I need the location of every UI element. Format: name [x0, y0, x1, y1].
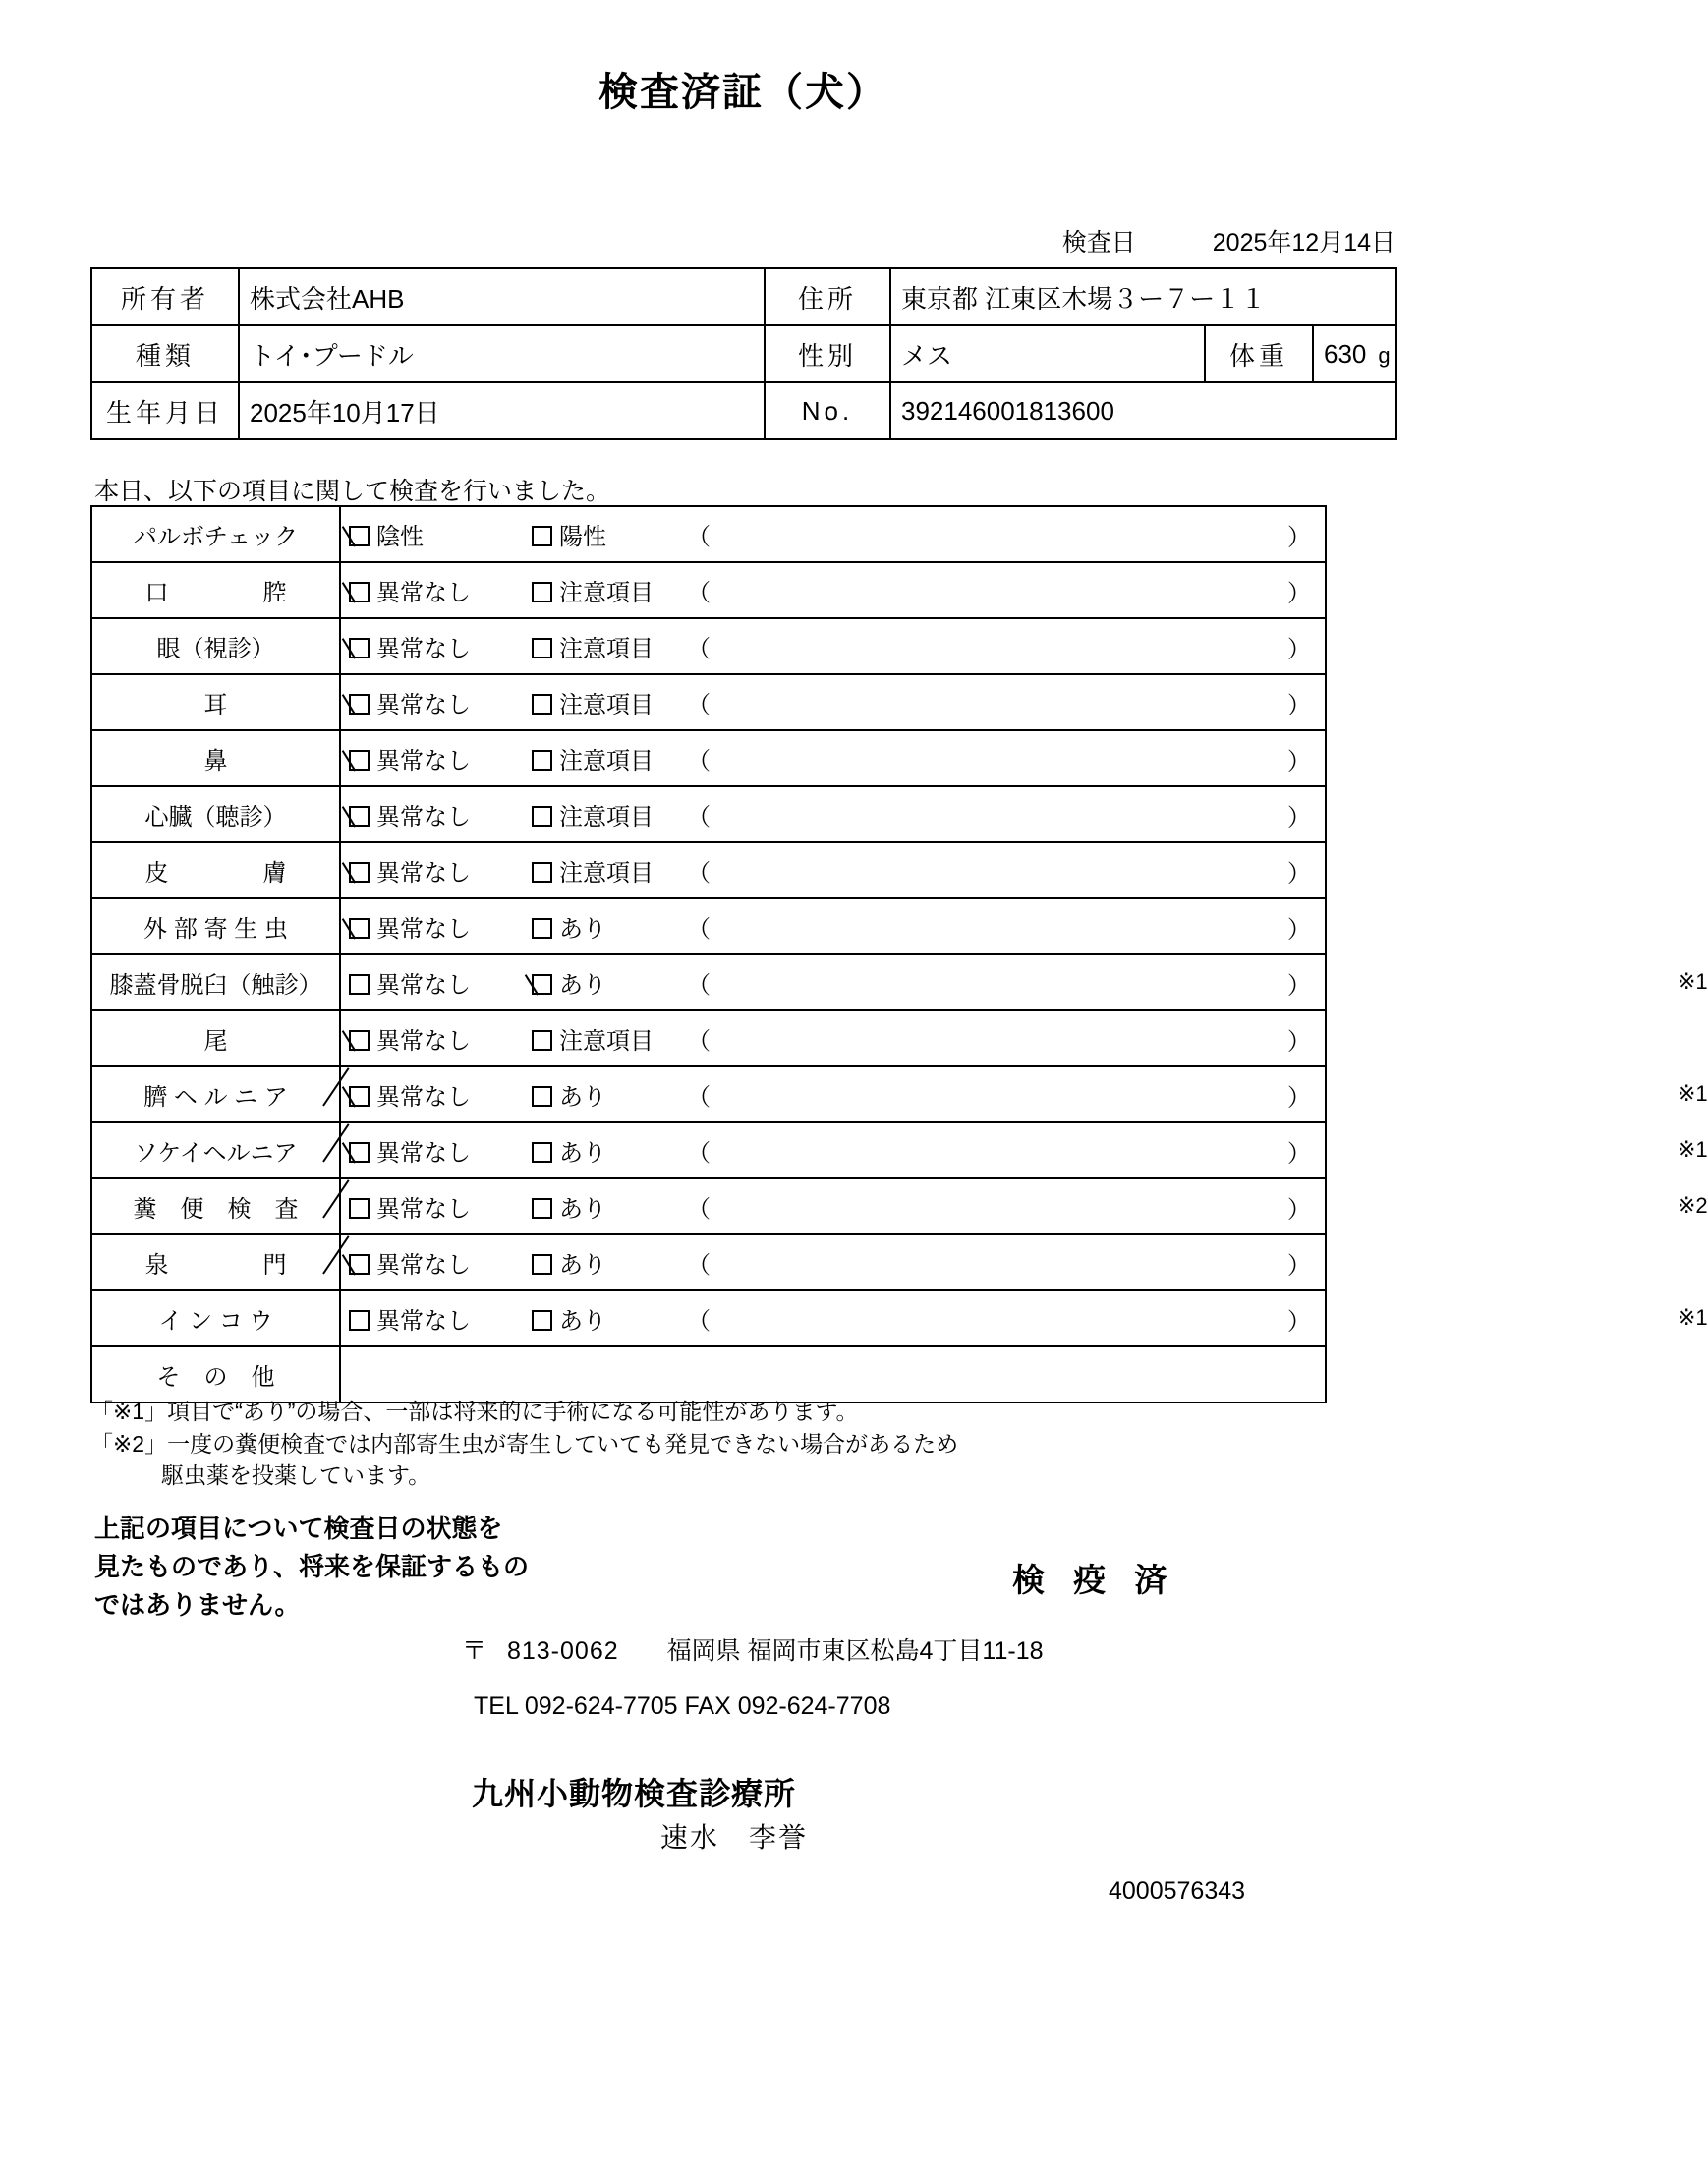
certificate-page — [0, 61, 1708, 2174]
option-positive[interactable]: あり — [532, 1133, 677, 1168]
checkbox-icon[interactable] — [532, 862, 552, 883]
remark-paren-close: ） — [1287, 804, 1311, 830]
item-options — [340, 674, 1326, 730]
table-row — [91, 1122, 1326, 1178]
option-negative[interactable]: 異常なし — [349, 965, 532, 1000]
clinic-name: 九州小動物検査診療所 — [472, 1776, 797, 1811]
item-label: イ ン コ ウ — [91, 1290, 340, 1346]
checkbox-icon[interactable] — [532, 750, 552, 771]
remark-paren-close: ） — [1287, 916, 1311, 943]
option-positive[interactable]: 注意項目 — [532, 573, 677, 607]
remark-paren-close: ） — [1287, 524, 1311, 550]
checkbox-icon[interactable] — [532, 1030, 552, 1051]
weight-unit: g — [1378, 342, 1391, 368]
exam-date-line — [1062, 223, 1395, 258]
address-value: 東京都 江東区木場３ー７ー１１ — [890, 268, 1396, 325]
item-options — [340, 730, 1326, 786]
footnote-2: 「※2」一度の糞便検査では内部寄生虫が寄生していても発見できない場合があるため — [90, 1430, 959, 1457]
item-options — [340, 1066, 1708, 1122]
checkbox-icon[interactable] — [532, 638, 552, 658]
checkbox-icon[interactable] — [532, 918, 552, 939]
table-row — [91, 618, 1326, 674]
option-positive[interactable]: あり — [532, 909, 677, 944]
table-row — [91, 506, 1326, 562]
checkbox-icon[interactable] — [532, 1198, 552, 1219]
inspection-items-table — [90, 505, 1708, 1403]
table-row — [91, 1066, 1326, 1122]
option-positive[interactable]: 注意項目 — [532, 853, 677, 887]
remark-paren-open: （ — [687, 580, 711, 606]
remark-paren-close: ） — [1287, 1308, 1311, 1335]
item-footnote-marker: ※1 — [1678, 1305, 1708, 1330]
checkbox-icon[interactable] — [349, 750, 370, 771]
table-row — [91, 1234, 1326, 1290]
footnotes — [90, 1396, 958, 1492]
option-negative[interactable]: 異常なし — [349, 1021, 532, 1056]
item-label: そ の 他 — [91, 1346, 340, 1402]
checkbox-icon[interactable] — [349, 526, 370, 546]
checkbox-icon[interactable] — [532, 1254, 552, 1275]
checkbox-icon[interactable] — [349, 1030, 370, 1051]
table-row — [91, 954, 1326, 1010]
remark-paren-close: ） — [1287, 692, 1311, 718]
option-negative[interactable]: 異常なし — [349, 909, 532, 944]
item-options — [340, 618, 1326, 674]
checkbox-icon[interactable] — [532, 582, 552, 602]
weight-value-cell — [1313, 325, 1396, 382]
option-negative[interactable]: 異常なし — [349, 1189, 532, 1224]
table-row — [91, 1290, 1326, 1346]
checkbox-icon[interactable] — [532, 694, 552, 715]
option-negative[interactable]: 異常なし — [349, 797, 532, 831]
option-negative[interactable]: 異常なし — [349, 1077, 532, 1112]
remark-paren-close: ） — [1287, 1252, 1311, 1279]
remark-paren-open: （ — [687, 524, 711, 550]
birth-label: 生年月日 — [91, 382, 239, 439]
remark-paren-close: ） — [1287, 860, 1311, 887]
table-row — [91, 786, 1326, 842]
sex-value: メス — [890, 325, 1205, 382]
option-negative[interactable]: 異常なし — [349, 573, 532, 607]
item-options — [340, 786, 1326, 842]
weight-label: 体重 — [1205, 325, 1313, 382]
checkbox-icon[interactable] — [532, 1310, 552, 1331]
remark-paren-open: （ — [687, 860, 711, 887]
exam-date-label: 検査日 — [1061, 229, 1136, 257]
checkbox-icon[interactable] — [349, 918, 370, 939]
item-options — [340, 1234, 1326, 1290]
remark-paren-close: ） — [1287, 1196, 1311, 1223]
table-row — [91, 898, 1326, 954]
item-footnote-marker: ※1 — [1678, 969, 1708, 994]
item-options — [340, 1346, 1326, 1402]
weight-value: 630 — [1324, 338, 1367, 369]
checkbox-icon[interactable] — [349, 974, 370, 995]
table-row — [91, 842, 1326, 898]
remark-paren-open: （ — [687, 1252, 711, 1279]
table-row — [91, 562, 1326, 618]
checkbox-icon[interactable] — [532, 1086, 552, 1107]
breed-label: 種類 — [91, 325, 239, 382]
item-label: 臍 ヘ ル ニ ア — [91, 1066, 340, 1122]
remark-paren-close: ） — [1287, 580, 1311, 606]
remark-paren-open: （ — [687, 1308, 711, 1335]
remark-paren-open: （ — [687, 1028, 711, 1055]
disclaimer — [94, 1510, 529, 1625]
footnote-3: 駆虫薬を投薬しています。 — [161, 1462, 431, 1489]
exam-date-value: 2025年12月14日 — [1212, 229, 1395, 257]
item-footnote-marker: ※1 — [1678, 1137, 1708, 1162]
option-positive[interactable]: 注意項目 — [532, 685, 677, 719]
checkbox-icon[interactable] — [349, 1086, 370, 1107]
remark-paren-open: （ — [687, 1084, 711, 1111]
option-positive[interactable]: 注意項目 — [532, 629, 677, 663]
clinic-address — [462, 1631, 1044, 1667]
item-options — [340, 898, 1326, 954]
table-row — [91, 1346, 1326, 1402]
quarantine-stamp: 検 疫 済 — [1012, 1562, 1177, 1598]
checkbox-icon[interactable] — [532, 974, 552, 995]
remark-paren-close: ） — [1287, 1028, 1311, 1055]
owner-info-table — [90, 267, 1397, 440]
doctor-name: 速水 李誉 — [660, 1822, 809, 1853]
remark-paren-open: （ — [687, 692, 711, 718]
checkbox-icon[interactable] — [349, 582, 370, 602]
remark-paren-close: ） — [1287, 1140, 1311, 1167]
table-row — [91, 382, 1396, 439]
item-label: 心臓（聴診） — [91, 786, 340, 842]
no-value: 392146001813600 — [890, 382, 1396, 439]
remark-paren-close: ） — [1287, 972, 1311, 999]
checkbox-icon[interactable] — [349, 1310, 370, 1331]
option-positive[interactable]: 注意項目 — [532, 741, 677, 775]
owner-label: 所有者 — [91, 268, 239, 325]
option-positive[interactable]: あり — [532, 1077, 677, 1112]
option-negative[interactable]: 異常なし — [349, 685, 532, 719]
checkbox-icon[interactable] — [349, 1198, 370, 1219]
option-negative[interactable]: 異常なし — [349, 853, 532, 887]
item-options — [340, 1122, 1708, 1178]
table-row — [91, 1178, 1326, 1234]
item-label: 鼻 — [91, 730, 340, 786]
clinic-address-text: 福岡県 福岡市東区松島4丁目11-18 — [666, 1637, 1044, 1665]
remark-paren-close: ） — [1287, 748, 1311, 774]
table-row — [91, 1010, 1326, 1066]
option-positive[interactable]: あり — [532, 965, 677, 1000]
item-label: 耳 — [91, 674, 340, 730]
item-options — [340, 1178, 1708, 1234]
item-label: 泉 門 — [91, 1234, 340, 1290]
item-label: 外 部 寄 生 虫 — [91, 898, 340, 954]
clinic-tel: TEL 092-624-7705 FAX 092-624-7708 — [474, 1692, 891, 1720]
checkbox-icon[interactable] — [349, 1254, 370, 1275]
item-options — [340, 842, 1326, 898]
item-label: 膝蓋骨脱臼（触診） — [91, 954, 340, 1010]
disclaimer-line-1: 上記の項目について検査日の状態を — [94, 1514, 503, 1543]
item-options — [340, 1290, 1708, 1346]
remark-paren-open: （ — [687, 804, 711, 830]
checkbox-icon[interactable] — [532, 806, 552, 827]
option-negative[interactable]: 異常なし — [349, 1301, 532, 1336]
postal-mark-icon: 〒 — [462, 1637, 487, 1665]
table-row — [91, 268, 1396, 325]
item-options — [340, 1010, 1326, 1066]
option-negative[interactable]: 異常なし — [349, 629, 532, 663]
option-negative[interactable]: 陰性 — [349, 517, 532, 551]
remark-paren-open: （ — [687, 1140, 711, 1167]
item-label: 眼（視診） — [91, 618, 340, 674]
page-title: 検査済証（犬） — [598, 71, 887, 114]
remark-paren-close: ） — [1287, 1084, 1311, 1111]
checkbox-icon[interactable] — [349, 862, 370, 883]
option-positive[interactable]: あり — [532, 1189, 677, 1224]
item-footnote-marker: ※1 — [1678, 1081, 1708, 1106]
table-row — [91, 730, 1326, 786]
remark-paren-close: ） — [1287, 636, 1311, 662]
disclaimer-line-2: 見たものであり、将来を保証するもの — [94, 1552, 530, 1581]
item-label: ソケイヘルニア — [91, 1122, 340, 1178]
table-row — [91, 674, 1326, 730]
item-label: 尾 — [91, 1010, 340, 1066]
no-label: No. — [765, 382, 890, 439]
item-footnote-marker: ※2 — [1678, 1193, 1708, 1218]
breed-value: トイ･プードル — [239, 325, 765, 382]
postal-code: 813-0062 — [506, 1637, 619, 1665]
checkbox-icon[interactable] — [532, 526, 552, 546]
owner-value: 株式会社AHB — [239, 268, 765, 325]
option-negative[interactable]: 異常なし — [349, 1133, 532, 1168]
table-row — [91, 325, 1396, 382]
option-positive[interactable]: あり — [532, 1245, 677, 1280]
item-label: 皮 膚 — [91, 842, 340, 898]
checkbox-icon[interactable] — [349, 694, 370, 715]
serial-number: 4000576343 — [1109, 1877, 1246, 1905]
item-label: 糞 便 検 査 — [91, 1178, 340, 1234]
lead-text: 本日、以下の項目に関して検査を行いました。 — [94, 478, 611, 505]
option-positive[interactable]: あり — [532, 1301, 677, 1336]
checkbox-icon[interactable] — [349, 806, 370, 827]
option-positive[interactable]: 注意項目 — [532, 1021, 677, 1056]
remark-paren-open: （ — [687, 916, 711, 943]
remark-paren-open: （ — [687, 636, 711, 662]
checkbox-icon[interactable] — [349, 1142, 370, 1163]
footnote-1: 「※1」項目で“あり”の場合、一部は将来的に手術になる可能性があります。 — [90, 1399, 859, 1424]
remark-paren-open: （ — [687, 1196, 711, 1223]
checkbox-icon[interactable] — [532, 1142, 552, 1163]
checkbox-icon[interactable] — [349, 638, 370, 658]
item-label: パルボチェック — [91, 506, 340, 562]
option-positive[interactable]: 陽性 — [532, 517, 677, 551]
remark-paren-open: （ — [687, 972, 711, 999]
remark-paren-open: （ — [687, 748, 711, 774]
option-negative[interactable]: 異常なし — [349, 1245, 532, 1280]
option-negative[interactable]: 異常なし — [349, 741, 532, 775]
item-options — [340, 954, 1708, 1010]
disclaimer-line-3: ではありません。 — [94, 1590, 301, 1620]
address-label: 住所 — [765, 268, 890, 325]
sex-label: 性別 — [765, 325, 890, 382]
item-options — [340, 562, 1326, 618]
item-label: 口 腔 — [91, 562, 340, 618]
option-positive[interactable]: 注意項目 — [532, 797, 677, 831]
birth-value: 2025年10月17日 — [239, 382, 765, 439]
item-options — [340, 506, 1326, 562]
